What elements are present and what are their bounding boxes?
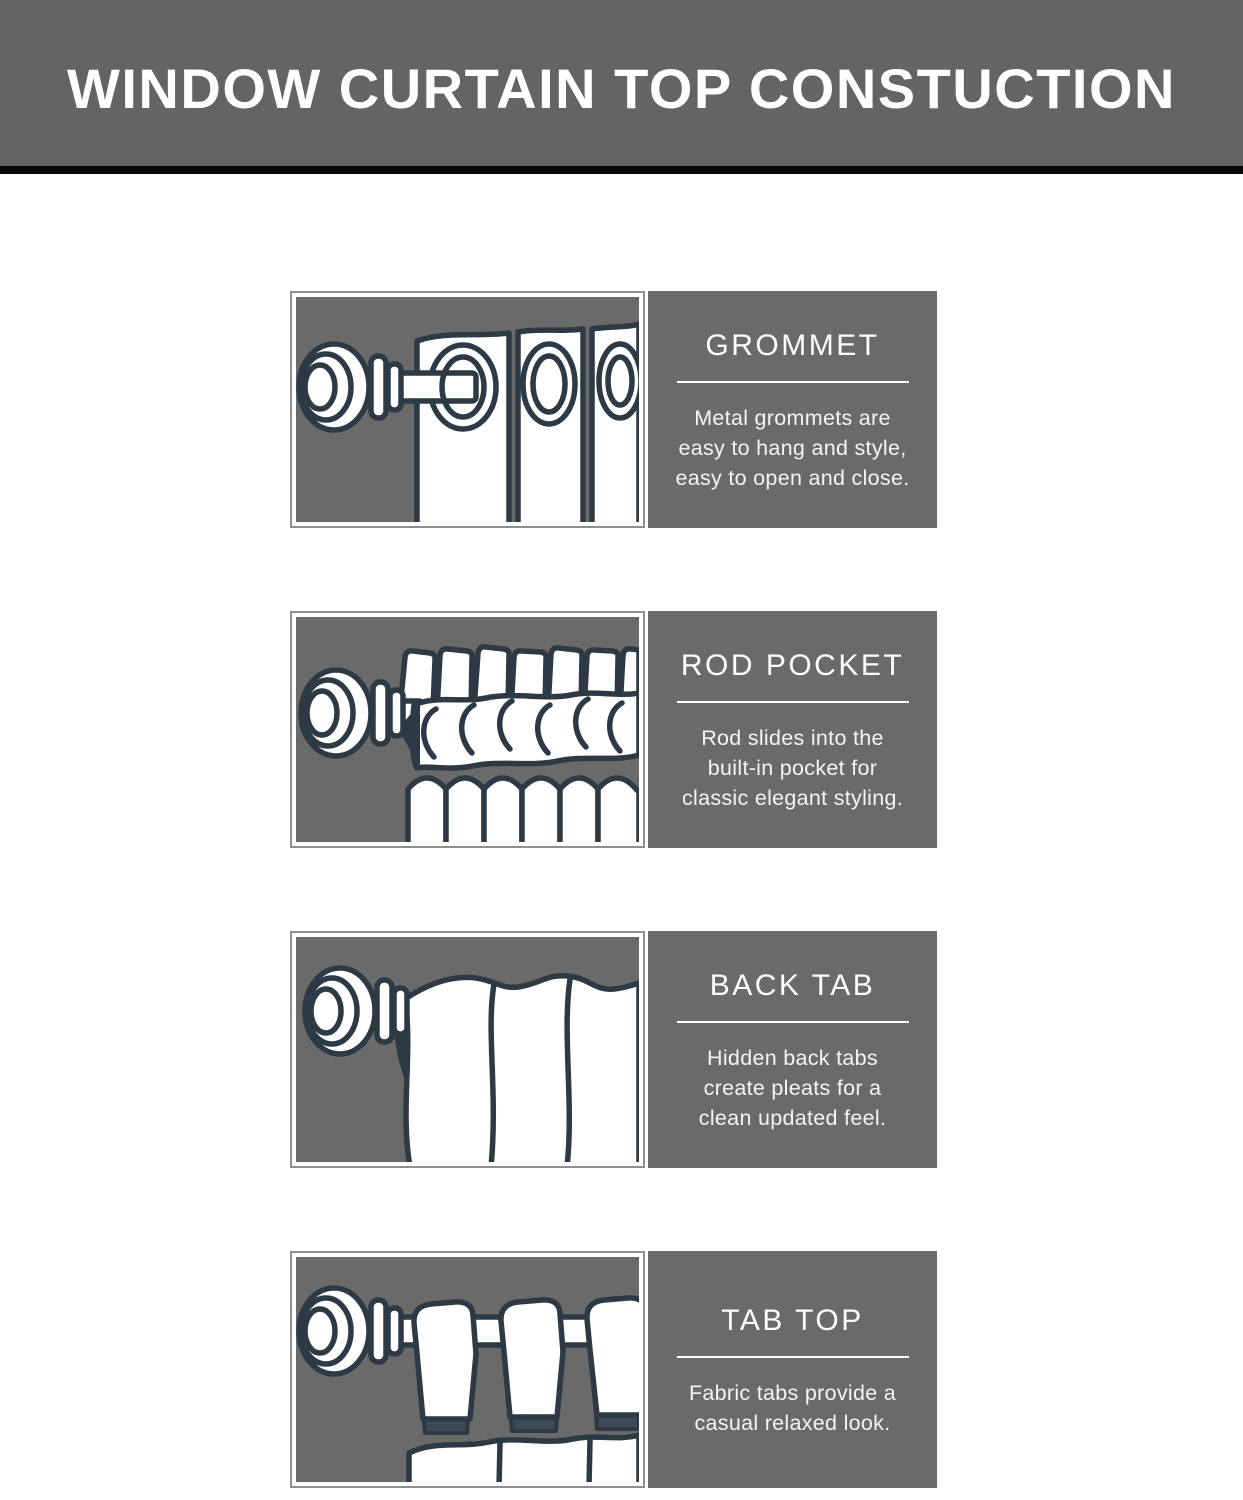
header-banner [0,0,1243,166]
description-line: easy to hang and style, [678,435,907,460]
grommet-title: GROMMET [705,328,880,362]
description-line: create pleats for a [703,1075,882,1100]
back-tab-illustration-frame [290,931,645,1168]
rod-pocket-description [682,723,903,813]
rod-pocket-illustration-frame [290,611,645,848]
back-tab-curtain-icon [296,937,639,1162]
tab-top-title: TAB TOP [721,1303,864,1337]
panel-grommet [290,291,937,528]
description-line: Hidden back tabs [707,1045,878,1070]
rod-pocket-title: ROD POCKET [680,648,905,682]
description-line: classic elegant styling. [681,785,904,810]
panel-back-tab [290,931,937,1168]
tab-top-info [648,1251,937,1488]
tab-top-curtain-icon [296,1257,639,1482]
tab-top-description [689,1378,896,1438]
description-line: built-in pocket for [707,755,878,780]
tab-top-illustration-frame [290,1251,645,1488]
description-line: clean updated feel. [698,1105,887,1130]
description-line: Rod slides into the [701,725,884,750]
rod-pocket-curtain-icon [296,617,639,842]
grommet-illustration-frame [290,291,645,528]
back-tab-info [648,931,937,1168]
grommet-curtain-rod-icon [296,297,639,522]
title-underline [677,1021,909,1023]
title-underline [677,381,909,383]
description-line: casual relaxed look. [694,1410,891,1435]
title-underline [677,701,909,703]
description-line: Fabric tabs provide a [688,1380,897,1405]
panel-list [0,174,1243,1488]
panel-tab-top [290,1251,937,1488]
description-line: Metal grommets are [694,405,891,430]
grommet-info [648,291,937,528]
back-tab-description [699,1043,886,1133]
back-tab-title: BACK TAB [709,968,876,1002]
panel-rod-pocket [290,611,937,848]
page-title: WINDOW CURTAIN TOP CONSTUCTION [67,56,1176,120]
header-divider [0,166,1243,174]
description-line: easy to open and close. [675,465,910,490]
grommet-description [675,403,909,493]
title-underline [677,1356,909,1358]
rod-pocket-info [648,611,937,848]
